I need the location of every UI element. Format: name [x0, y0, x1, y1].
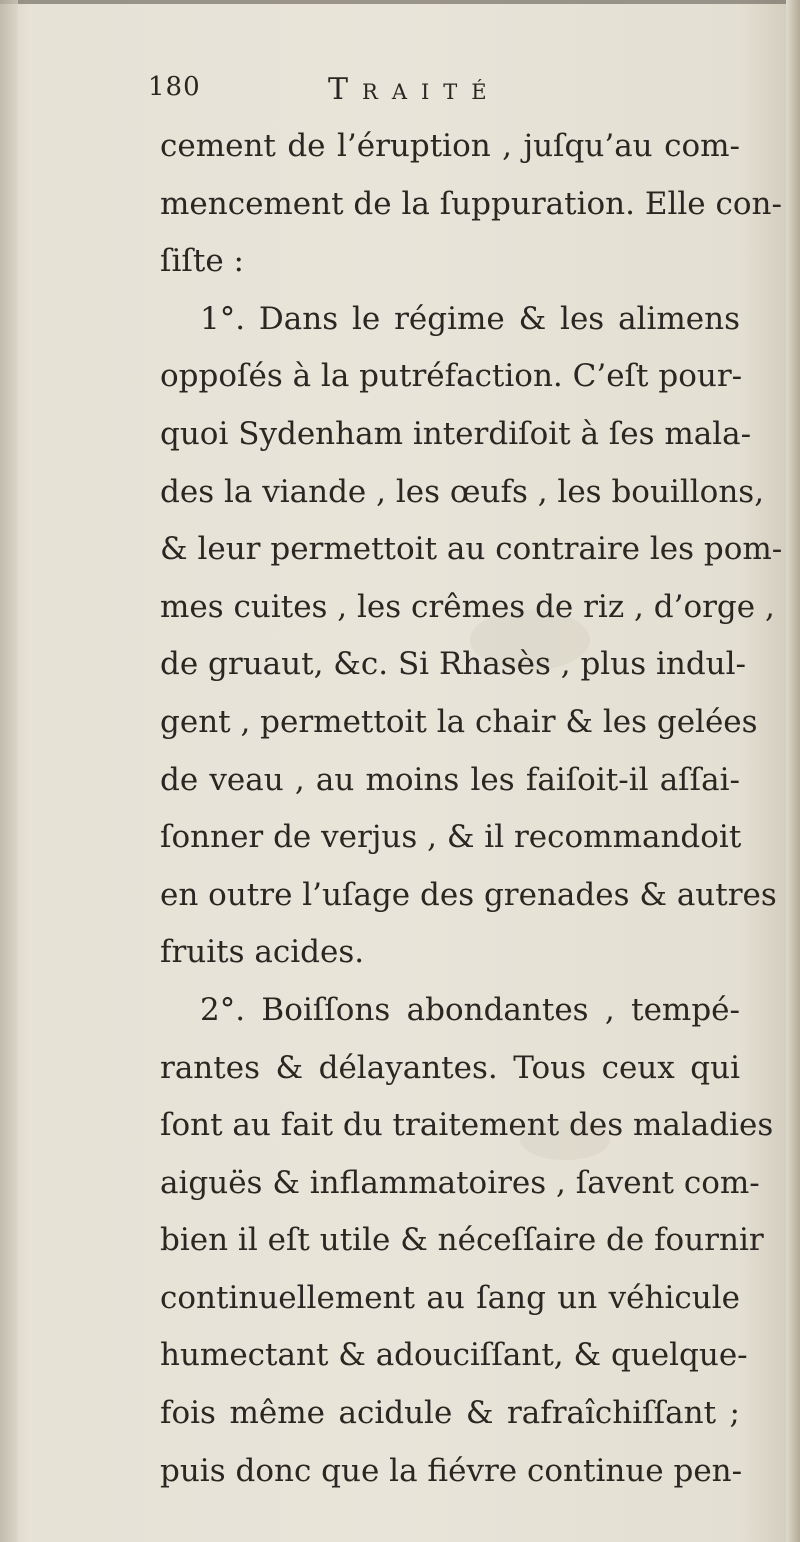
text-line: quoi Sydenham interdiſoit à ſes mala- — [160, 415, 752, 452]
text-line: en outre l’uſage des grenades & autres — [160, 876, 777, 913]
text-line: de veau , au moins les faiſoit-il aſſai- — [160, 761, 740, 798]
text-line: ſont au fait du traitement des maladies — [160, 1107, 774, 1144]
text-line: mencement de la ſuppuration. Elle con- — [160, 185, 782, 222]
text-line: fruits acides. — [160, 934, 365, 971]
text-line: ſonner de verjus , & il recommandoit — [160, 819, 742, 856]
text-line: de gruaut, &c. Si Rhasès , plus indul- — [160, 646, 747, 683]
top-edge-shadow — [0, 0, 800, 4]
page-number: 180 — [148, 72, 201, 102]
text-line: oppoſés à la putréfaction. C’eſt pour- — [160, 358, 743, 395]
text-line: aiguës & inflammatoires , ſavent com- — [160, 1164, 760, 1201]
text-line: fois même acidule & rafraîchiſſant ; — [160, 1395, 740, 1432]
text-line: mes cuites , les crêmes de riz , d’orge , — [160, 588, 775, 625]
text-line: ſiſte : — [160, 243, 244, 280]
text-line: bien il eſt utile & néceſſaire de fournir — [160, 1222, 764, 1259]
text-line: 1°. Dans le régime & les alimens — [200, 300, 740, 337]
page-edge-shadow — [786, 0, 800, 1542]
text-line: gent , permettoit la chair & les gelées — [160, 703, 758, 740]
text-line: puis donc que la fiévre continue pen- — [160, 1452, 743, 1489]
text-line: & leur permettoit au contraire les pom- — [160, 531, 783, 568]
text-line: continuellement au ſang un véhicule — [160, 1279, 740, 1316]
text-line: rantes & délayantes. Tous ceux qui — [160, 1049, 740, 1086]
page-header — [148, 72, 728, 112]
body-text — [160, 118, 783, 1500]
text-line: humectant & adouciſſant, & quelque- — [160, 1337, 748, 1374]
text-line: cement de l’éruption , juſqu’au com- — [160, 128, 740, 164]
text-line: 2°. Boiſſons abondantes , tempé- — [200, 991, 740, 1028]
running-head: Traité — [328, 72, 501, 107]
gutter-shadow — [0, 0, 18, 1542]
text-line: des la viande , les œufs , les bouillons, — [160, 473, 765, 510]
